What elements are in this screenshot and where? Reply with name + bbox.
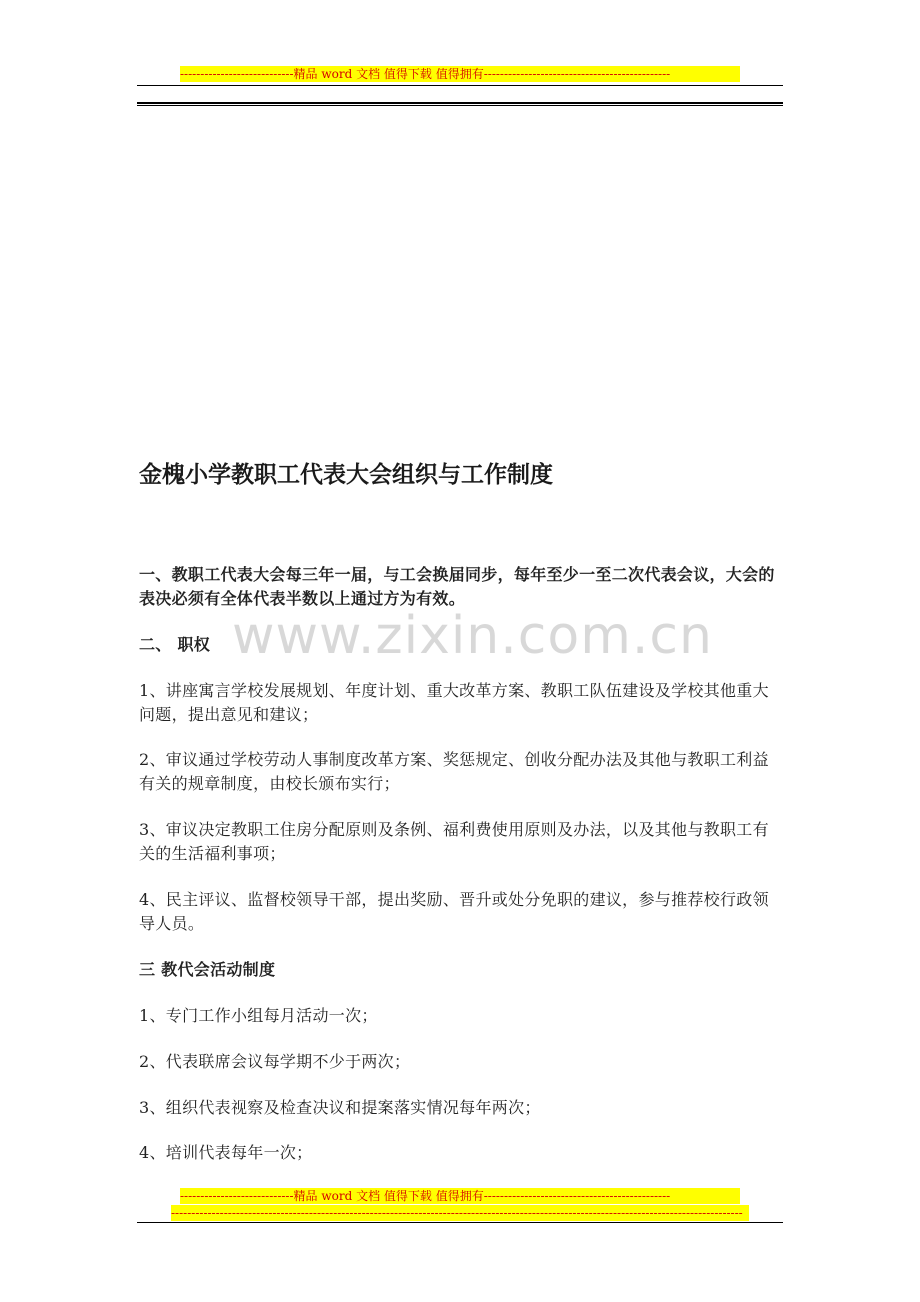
- header-rule-bottom: [137, 105, 783, 106]
- list-item: 4、培训代表每年一次；: [139, 1143, 313, 1162]
- section-2-heading: 二、 职权: [139, 635, 211, 654]
- footer-banner-line1: ----------------------------精品 word 文档 值得下载 值得拥有----------------------------------------------: [180, 1188, 740, 1204]
- section-3-heading: 三 教代会活动制度: [139, 960, 276, 979]
- footer-banner-line2: ---------------------------------------------------------------------------------------------------------------------------------------------: [171, 1205, 749, 1221]
- list-item: 3、组织代表视察及检查决议和提案落实情况每年两次；: [139, 1098, 541, 1117]
- list-item: 2、代表联席会议每学期不少于两次；: [139, 1052, 411, 1071]
- section-1-paragraph: 一、教职工代表大会每三年一届，与工会换届同步，每年至少一至二次代表会议，大会的表决必须有全体代表半数以上通过方为有效。: [139, 565, 775, 608]
- list-item: 1、专门工作小组每月活动一次；: [139, 1006, 378, 1025]
- document-title: 金槐小学教职工代表大会组织与工作制度: [139, 462, 553, 488]
- list-item: 2、审议通过学校劳动人事制度改革方案、奖惩规定、创收分配办法及其他与教职工利益有关的规章制度，由校长颁布实行；: [139, 750, 769, 793]
- header-rule-thick: [137, 102, 783, 104]
- footer-rule: [137, 1222, 783, 1223]
- watermark: www.zixin.com.cn: [232, 606, 713, 666]
- list-item: 1、讲座寓言学校发展规划、年度计划、重大改革方案、教职工队伍建设及学校其他重大问题，提出意见和建议；: [139, 681, 769, 724]
- header-rule-thin: [137, 85, 783, 86]
- list-item: 4、民主评议、监督校领导干部，提出奖励、晋升或处分免职的建议，参与推荐校行政领导人员。: [139, 890, 769, 933]
- header-banner: ----------------------------精品 word 文档 值得下载 值得拥有----------------------------------------------: [180, 66, 740, 82]
- list-item: 3、审议决定教职工住房分配原则及条例、福利费使用原则及办法，以及其他与教职工有关的生活福利事项；: [139, 820, 769, 863]
